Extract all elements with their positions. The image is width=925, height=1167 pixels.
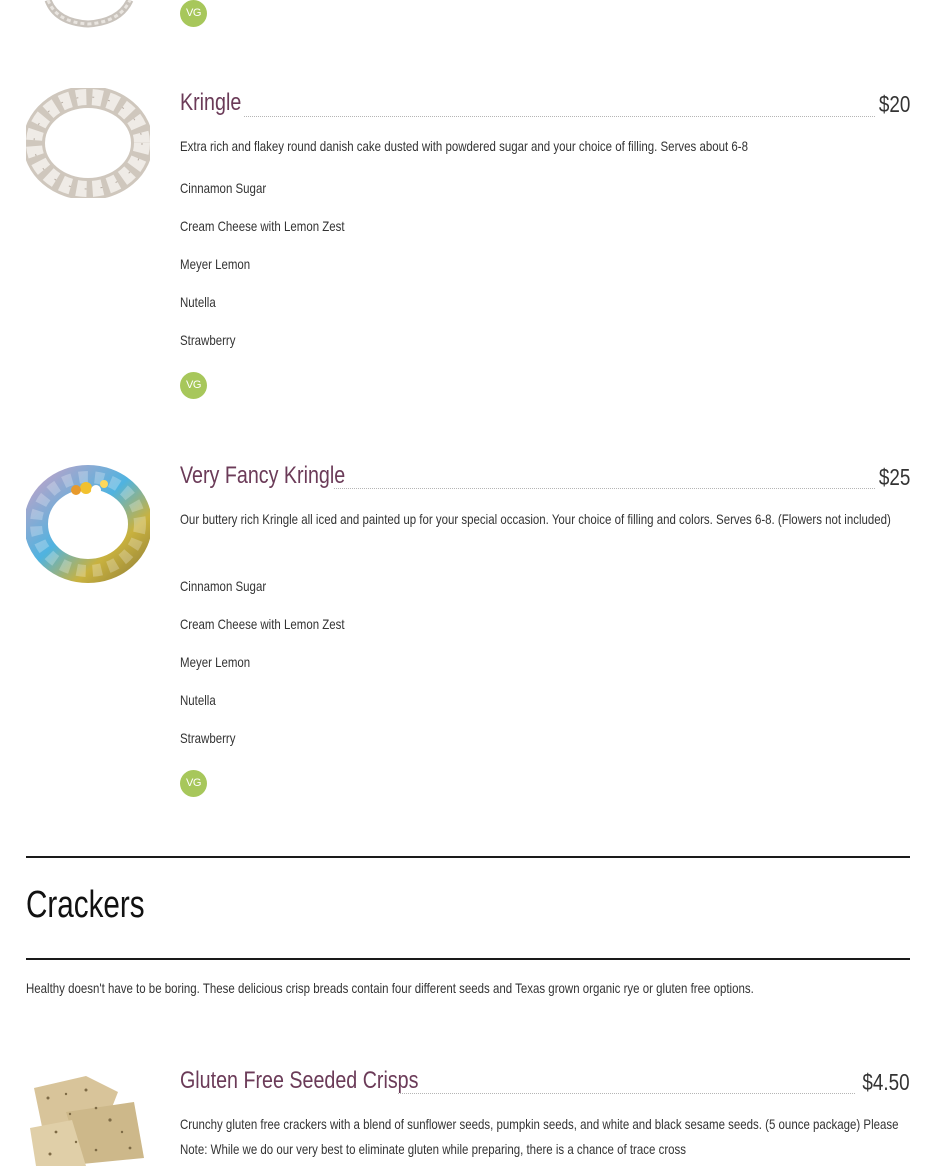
price-leader (244, 116, 875, 117)
option-strawberry: Strawberry (180, 332, 236, 348)
option-meyer-lemon: Meyer Lemon (180, 654, 251, 670)
vegetarian-badge: VG (180, 770, 207, 797)
option-cinnamon-sugar: Cinnamon Sugar (180, 180, 267, 196)
item-description-very-fancy-kringle: Our buttery rich Kringle all iced and painted up for your special occasion. Your choice of filling and colors. Serves 6-8. (Flowers not included) (180, 511, 891, 527)
gluten-free-seeded-crisps-thumbnail (26, 1068, 150, 1167)
price-leader (398, 1093, 855, 1094)
item-description-gluten-free-seeded-crisps: Crunchy gluten free crackers with a blend of sunflower seeds, pumpkin seeds, and white and black sesame seeds. (5 ounce package) Please Note: While we do our very best to eliminate gluten while preparing, there is a chance of trace cross (180, 1116, 899, 1157)
section-title: Crackers (26, 884, 145, 926)
section-divider-bottom (26, 958, 910, 960)
vegetarian-badge: VG (180, 0, 207, 27)
item-description-kringle: Extra rich and flakey round danish cake dusted with powdered sugar and your choice of filling. Serves about 6-8 (180, 138, 748, 154)
item-price-gluten-free-seeded-crisps: $4.50 (862, 1069, 910, 1095)
section-description: Healthy doesn't have to be boring. These delicious crisp breads contain four different seeds and Texas grown organic rye or gluten free options. (26, 980, 754, 996)
option-strawberry: Strawberry (180, 730, 236, 746)
item-price-kringle: $20 (878, 91, 910, 117)
item-price-very-fancy-kringle: $25 (878, 464, 910, 490)
item-name-kringle[interactable]: Kringle (180, 89, 242, 116)
option-meyer-lemon: Meyer Lemon (180, 256, 251, 272)
option-nutella: Nutella (180, 692, 216, 708)
section-divider-top (26, 856, 910, 858)
very-fancy-kringle-thumbnail (26, 462, 150, 584)
item-name-very-fancy-kringle[interactable]: Very Fancy Kringle (180, 462, 346, 489)
vegetarian-badge: VG (180, 372, 207, 399)
kringle-thumbnail (26, 88, 150, 198)
previous-item-thumbnail (26, 0, 150, 30)
option-nutella: Nutella (180, 294, 216, 310)
option-cinnamon-sugar: Cinnamon Sugar (180, 578, 267, 594)
item-name-gluten-free-seeded-crisps[interactable]: Gluten Free Seeded Crisps (180, 1067, 419, 1094)
price-leader (334, 488, 875, 489)
option-cream-cheese-lemon-zest: Cream Cheese with Lemon Zest (180, 218, 345, 234)
option-cream-cheese-lemon-zest: Cream Cheese with Lemon Zest (180, 616, 345, 632)
